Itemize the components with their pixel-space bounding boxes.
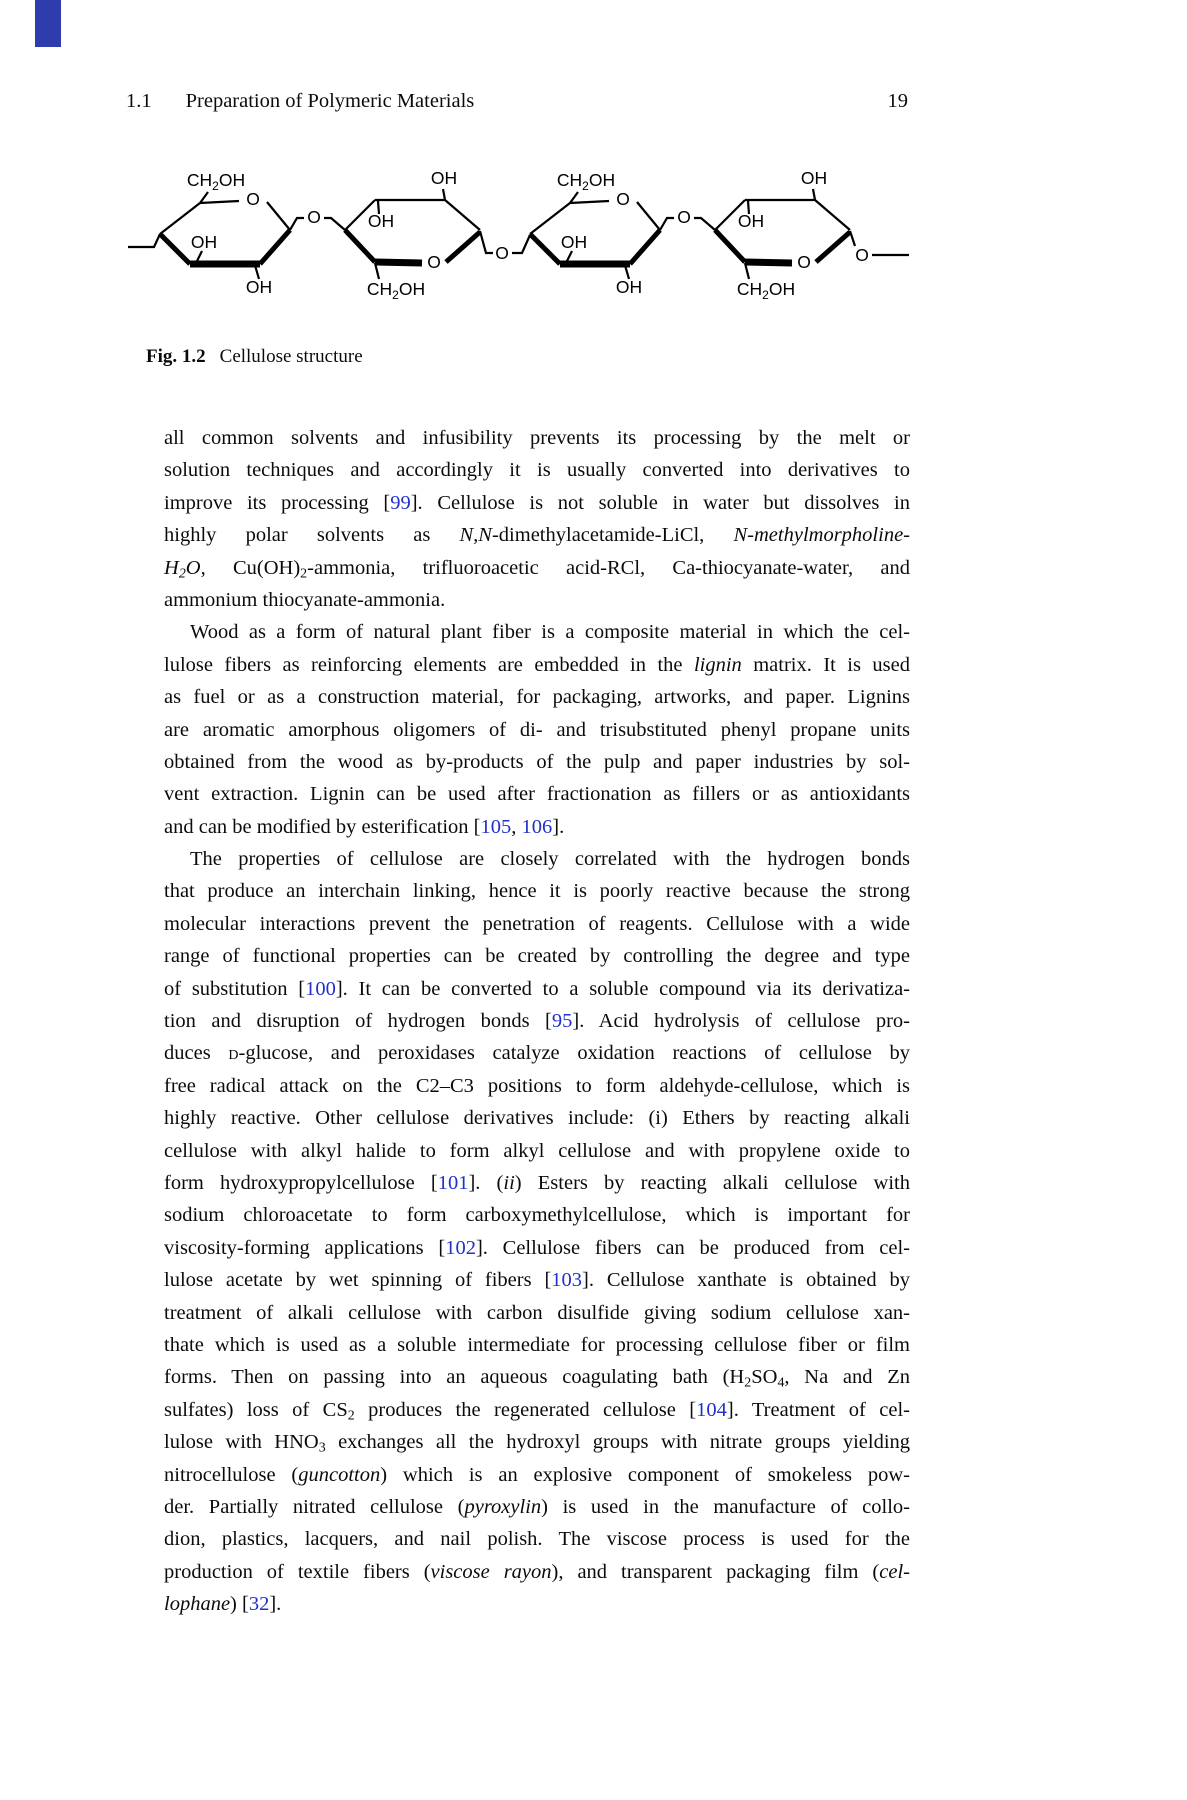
text-line xyxy=(164,1394,910,1426)
text-segment: form hydroxypropylcellulose [ xyxy=(164,1171,438,1194)
text-line xyxy=(164,973,910,1005)
citation-link[interactable]: 104 xyxy=(696,1398,727,1421)
text-segment: treatment of alkali cellulose with carbon disulfide giving sodium cellulose xan- xyxy=(164,1301,910,1324)
citation-link[interactable]: 95 xyxy=(551,1010,573,1033)
section-number: 1.1 xyxy=(126,90,152,112)
text-segment: lophane xyxy=(164,1593,231,1616)
text-segment: that produce an interchain linking, hence it is poorly reactive because the strong xyxy=(164,880,910,903)
text-line xyxy=(164,519,910,551)
atom-label: O xyxy=(677,207,691,227)
text-segment: forms. Then on passing into an aqueous coagulating bath (H xyxy=(164,1366,745,1389)
text-line xyxy=(164,1459,910,1491)
text-line xyxy=(164,1523,910,1555)
text-segment: sodium chloroacetate to form carboxymethylcellulose, which is important for xyxy=(164,1204,910,1227)
text-segment: 2 xyxy=(347,1408,355,1424)
text-line xyxy=(164,714,910,746)
text-segment: ]. Cellulose is not soluble in water but dissolves in xyxy=(410,491,910,514)
atom-label: $CH_2OH$ xyxy=(366,279,426,302)
text-segment: ]. xyxy=(269,1593,282,1616)
text-segment: range of functional properties can be created by controlling the degree and type xyxy=(164,945,910,968)
figure-caption-text: Cellulose structure xyxy=(219,346,363,367)
text-line xyxy=(164,1070,910,1102)
atom-label: OH xyxy=(800,168,828,188)
text-segment: d xyxy=(228,1042,239,1065)
text-segment: ) Esters by reacting alkali cellulose with xyxy=(514,1171,911,1194)
text-line xyxy=(164,908,910,940)
bond-lines xyxy=(128,189,909,279)
figure-caption xyxy=(146,346,363,368)
text-segment: ) [ xyxy=(230,1593,249,1616)
text-line xyxy=(164,746,910,778)
text-line xyxy=(164,584,910,616)
text-segment: The properties of cellulose are closely correlated with the hydrogen bonds xyxy=(190,848,910,871)
text-segment: solution techniques and accordingly it is usually converted into derivatives to xyxy=(164,459,910,482)
atom-label: OH xyxy=(367,211,395,231)
text-line xyxy=(164,1005,910,1037)
text-segment: molecular interactions prevent the penetration of reagents. Cellulose with a wide xyxy=(164,912,910,935)
text-line xyxy=(164,940,910,972)
text-segment: obtained from the wood as by-products of the pulp and paper industries by sol- xyxy=(164,750,910,773)
citation-link[interactable]: 100 xyxy=(305,977,336,1000)
text-segment: highly polar solvents as xyxy=(164,524,460,547)
text-segment: ii xyxy=(503,1171,515,1194)
text-segment: 4 xyxy=(777,1375,785,1391)
atom-label: $CH_2OH$ xyxy=(186,170,246,193)
atom-label: O xyxy=(616,189,630,209)
blue-marker xyxy=(35,0,61,47)
text-line xyxy=(164,1037,910,1069)
text-segment: as fuel or as a construction material, for packaging, artworks, and paper. Lignins xyxy=(164,686,910,709)
structure-labels xyxy=(187,168,869,302)
text-segment: 2 xyxy=(744,1375,752,1391)
text-line xyxy=(164,1135,910,1167)
text-line xyxy=(164,1426,910,1458)
citation-link[interactable]: 101 xyxy=(437,1171,469,1194)
text-line xyxy=(164,1102,910,1134)
text-segment: production of textile fibers ( xyxy=(164,1560,431,1583)
text-segment: lulose fibers as reinforcing elements are embedded in the xyxy=(164,653,694,676)
citation-link[interactable]: 103 xyxy=(551,1269,583,1292)
text-segment: lulose acetate by wet spinning of fibers [ xyxy=(164,1269,552,1292)
atom-label: O xyxy=(307,207,321,227)
text-segment: free radical attack on the C2–C3 positions to form aldehyde-cellulose, which is xyxy=(164,1074,910,1097)
text-segment: -dimethylacetamide-LiCl, xyxy=(491,524,734,547)
atom-label: OH xyxy=(737,211,765,231)
citation-link[interactable]: 105 xyxy=(480,815,512,838)
text-segment: 3 xyxy=(318,1440,326,1456)
atom-label: O xyxy=(797,252,811,272)
text-segment: tion and disruption of hydrogen bonds [ xyxy=(164,1010,552,1033)
citation-link[interactable]: 102 xyxy=(445,1236,476,1259)
section-title: Preparation of Polymeric Materials xyxy=(185,90,475,112)
running-header xyxy=(126,90,908,113)
text-segment: , xyxy=(511,815,522,838)
text-segment: , Na and Zn xyxy=(784,1366,910,1389)
atom-label: O xyxy=(427,252,441,272)
text-segment: produces the regenerated cellulose [ xyxy=(354,1398,697,1421)
text-segment: viscosity-forming applications [ xyxy=(164,1236,446,1259)
text-segment: 2 xyxy=(300,566,308,582)
text-segment: -ammonia, trifluoroacetic acid-RCl, Ca-thiocyanate-water, and xyxy=(307,556,911,579)
atom-label: OH xyxy=(430,168,458,188)
text-segment: improve its processing [ xyxy=(164,491,391,514)
text-segment: ) which is an explosive component of smokeless pow- xyxy=(380,1463,910,1486)
text-segment: cel- xyxy=(879,1560,910,1583)
text-segment: ]. Cellulose xanthate is obtained by xyxy=(582,1269,910,1292)
citation-link[interactable]: 106 xyxy=(521,815,553,838)
atom-label: OH xyxy=(245,277,273,297)
text-segment: O xyxy=(185,556,201,579)
text-segment: der. Partially nitrated cellulose ( xyxy=(164,1495,465,1518)
text-segment: sulfates) loss of CS xyxy=(164,1398,348,1421)
text-line xyxy=(164,1167,910,1199)
text-segment: highly reactive. Other cellulose derivatives include: (i) Ethers by reacting alkali xyxy=(164,1107,910,1130)
text-line xyxy=(164,681,910,713)
text-segment: ]. Treatment of cel- xyxy=(726,1398,911,1421)
atom-label: OH xyxy=(615,277,643,297)
text-segment: ]. ( xyxy=(468,1171,504,1194)
text-segment: H xyxy=(164,556,179,579)
text-segment: all common solvents and infusibility prevents its processing by the melt or xyxy=(164,427,910,449)
atom-label: O xyxy=(246,189,260,209)
text-segment: and can be modified by esterification [ xyxy=(164,815,481,838)
text-segment: are aromatic amorphous oligomers of di- and trisubstituted phenyl propane units xyxy=(164,718,910,741)
text-segment: ]. Acid hydrolysis of cellulose pro- xyxy=(572,1010,910,1033)
text-line xyxy=(164,1232,910,1264)
citation-link[interactable]: 99 xyxy=(390,491,411,514)
text-segment: ), and transparent packaging film ( xyxy=(551,1560,880,1583)
text-line xyxy=(164,1588,910,1620)
figure-caption-label: Fig. 1.2 xyxy=(146,346,206,367)
text-segment: lignin xyxy=(693,653,742,676)
text-segment: vent extraction. Lignin can be used after fractionation as fillers or as antioxidants xyxy=(164,783,910,806)
text-line xyxy=(164,875,910,907)
text-line xyxy=(164,422,910,454)
cellulose-structure-drawing xyxy=(128,160,909,312)
text-segment: ]. xyxy=(552,815,565,838)
atom-label: $CH_2OH$ xyxy=(556,170,616,193)
text-line xyxy=(164,778,910,810)
text-segment: ]. It can be converted to a soluble compound via its derivatiza- xyxy=(335,977,910,1000)
text-segment: , Cu(OH) xyxy=(200,556,301,579)
atom-label: OH xyxy=(560,232,588,252)
text-segment: thate which is used as a soluble intermediate for processing cellulose fiber or film xyxy=(164,1333,910,1356)
text-segment: SO xyxy=(751,1366,778,1389)
atom-label: $CH_2OH$ xyxy=(736,279,796,302)
text-segment: N,N xyxy=(459,524,492,547)
text-segment: dion, plastics, lacquers, and nail polish. The viscose process is used for the xyxy=(164,1528,910,1551)
text-segment: pyroxylin xyxy=(464,1495,542,1518)
text-line xyxy=(164,454,910,486)
atom-label: O xyxy=(495,243,509,263)
text-segment: -glucose, and peroxidases catalyze oxidation reactions of cellulose by xyxy=(238,1042,910,1065)
text-segment: N-methylmorpholine- xyxy=(733,524,910,547)
text-line xyxy=(164,811,910,843)
text-line xyxy=(164,1556,910,1588)
text-segment: Wood as a form of natural plant fiber is a composite material in which the cel- xyxy=(190,621,910,644)
body-text xyxy=(164,422,910,1620)
text-line xyxy=(164,1199,910,1231)
text-line xyxy=(164,487,910,519)
text-line xyxy=(164,1297,910,1329)
text-segment: of substitution [ xyxy=(164,977,306,1000)
text-line xyxy=(164,843,910,875)
text-line xyxy=(164,649,910,681)
text-line xyxy=(164,1264,910,1296)
text-segment: exchanges all the hydroxyl groups with nitrate groups yielding xyxy=(325,1431,911,1454)
atom-label: O xyxy=(855,245,869,265)
text-segment: viscose rayon xyxy=(430,1560,552,1583)
figure-cellulose-structure xyxy=(128,160,909,312)
text-segment: ]. Cellulose fibers can be produced from cel- xyxy=(475,1236,910,1259)
text-line xyxy=(164,552,910,584)
text-segment: ammonium thiocyanate-ammonia. xyxy=(164,588,446,611)
text-segment: nitrocellulose ( xyxy=(164,1463,299,1486)
text-segment: 2 xyxy=(178,566,186,582)
text-segment: matrix. It is used xyxy=(741,653,910,676)
text-segment: ) is used in the manufacture of collo- xyxy=(541,1495,910,1518)
text-line xyxy=(164,1329,910,1361)
text-segment: duces xyxy=(164,1042,229,1065)
text-line xyxy=(164,1491,910,1523)
citation-link[interactable]: 32 xyxy=(248,1593,270,1616)
text-segment: lulose with HNO xyxy=(164,1431,319,1454)
text-line xyxy=(164,1361,910,1393)
atom-label: OH xyxy=(190,232,218,252)
text-segment: guncotton xyxy=(298,1463,381,1486)
page-number: 19 xyxy=(887,90,908,112)
text-line xyxy=(164,616,910,648)
text-segment: cellulose with alkyl halide to form alkyl cellulose and with propylene oxide to xyxy=(164,1139,910,1162)
